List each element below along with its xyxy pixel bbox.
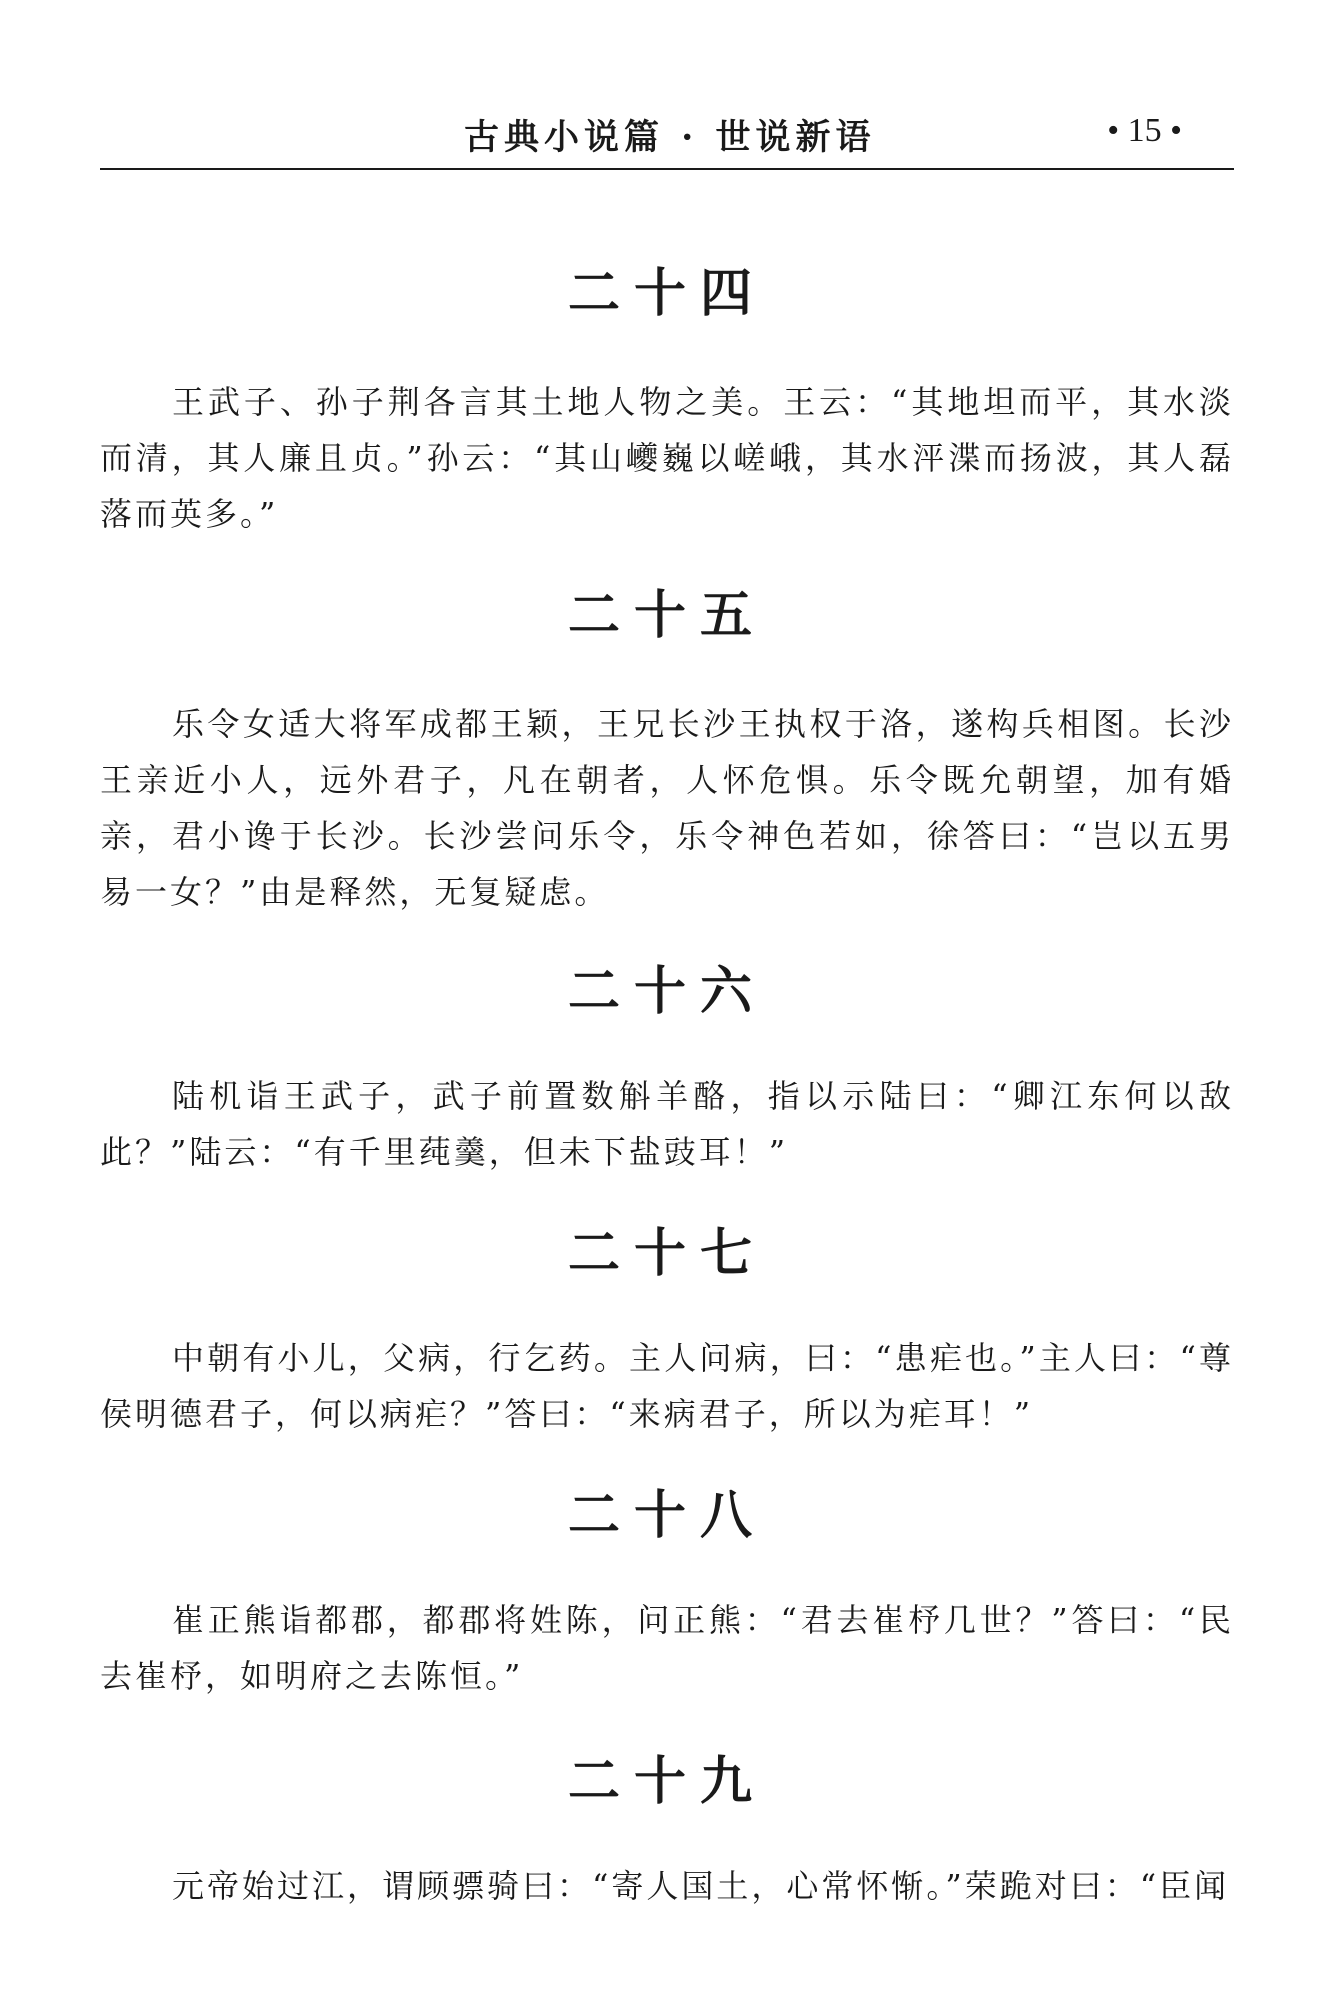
section-29 [100,1752,1234,1914]
section-heading: 二十八 [567,1486,766,1546]
section-heading: 二十五 [567,586,766,646]
section-heading: 二十四 [567,264,766,324]
section-28 [100,1486,1234,1704]
section-heading: 二十六 [567,962,766,1022]
section-text: 中朝有小儿，父病，行乞药。主人问病，曰：“患疟也。”主人曰：“尊侯明德君子，何以病疟？”答曰：“来病君子，所以为疟耳！” [100,1339,1234,1433]
section-27 [100,1224,1234,1442]
section-heading: 二十七 [567,1224,766,1284]
section-text: 崔正熊诣都郡，都郡将姓陈，问正熊：“君去崔杼几世？”答曰：“民去崔杼，如明府之去陈恒。” [100,1601,1234,1695]
section-text: 王武子、孙子荆各言其土地人物之美。王云：“其地坦而平，其水淡而清，其人廉且贞。”孙云：“其山巙巍以嵯峨，其水泙渫而扬波，其人磊落而英多。” [100,383,1234,533]
section-text: 陆机诣王武子，武子前置数斛羊酪，指以示陆曰：“卿江东何以敌此？”陆云：“有千里莼羹，但未下盐豉耳！” [100,1077,1234,1171]
section-text: 乐令女适大将军成都王颖，王兄长沙王执权于洛，遂构兵相图。长沙王亲近小人，远外君子，凡在朝者，人怀危惧。乐令既允朝望，加有婚亲，君小谗于长沙。长沙尝问乐令，乐令神色若如，徐答曰：“岂以五男易一女？”由是释然，无复疑虑。 [100,705,1234,911]
running-header [100,108,1234,170]
section-text: 元帝始过江，谓顾骠骑曰：“寄人国土，心常怀惭。”荣跪对曰：“臣闻 [172,1867,1230,1905]
section-heading: 二十九 [567,1752,766,1812]
running-title: 古典小说篇 · 世说新语 [464,117,876,158]
section-26 [100,962,1234,1180]
page-number: • 15 • [1107,112,1182,149]
section-24 [100,264,1234,542]
section-25 [100,586,1234,920]
